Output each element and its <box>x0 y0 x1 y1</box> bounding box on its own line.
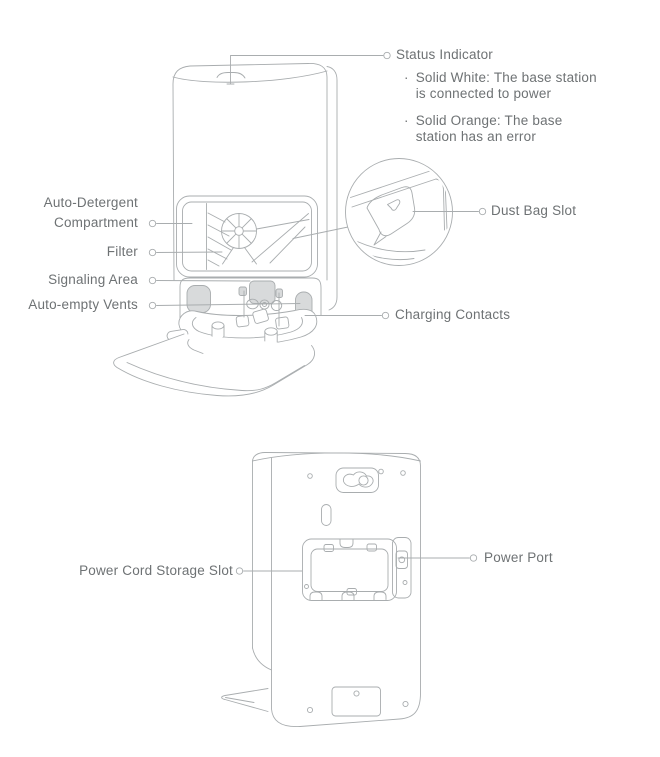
callout-dot <box>149 249 155 255</box>
back-callout-lines <box>236 555 476 574</box>
bullet-dot-icon: · <box>404 113 409 128</box>
ramp <box>114 309 317 396</box>
label-signaling-area: Signaling Area <box>48 272 138 287</box>
label-auto-detergent-compartment: Auto-Detergent Compartment <box>43 195 138 230</box>
magnifier-circle <box>346 159 453 266</box>
label-status-indicator: Status Indicator <box>396 47 494 62</box>
filter-fan <box>222 214 257 249</box>
power-port-compartment <box>393 538 412 599</box>
dust-bin-window <box>177 196 318 277</box>
power-cord-storage-slot <box>303 538 412 601</box>
note-solid-white: · Solid White: The base station is connected to power <box>404 70 597 101</box>
rear-slot <box>322 505 332 526</box>
dust-bag-slot-magnifier <box>293 159 453 267</box>
label-power-cord-storage-slot: Power Cord Storage Slot <box>79 563 233 578</box>
label-charging-contacts: Charging Contacts <box>395 307 511 322</box>
label-auto-empty-vents: Auto-empty Vents <box>28 297 138 312</box>
callout-dot <box>479 208 485 214</box>
callout-dot <box>149 220 155 226</box>
power-port <box>396 551 408 569</box>
bullet-dot-icon: · <box>404 70 409 85</box>
callout-dot <box>236 568 242 574</box>
callout-dot <box>384 52 390 58</box>
ramp-tip <box>222 689 268 712</box>
callout-dot <box>382 312 388 318</box>
note-solid-orange: · Solid Orange: The base station has an error <box>404 113 563 144</box>
base-station-back-illustration <box>222 453 477 727</box>
label-dust-bag-slot: Dust Bag Slot <box>491 203 577 218</box>
status-indicator-notes <box>404 70 644 156</box>
carry-handle <box>336 468 379 493</box>
auto-empty-vent-left <box>187 286 211 313</box>
label-filter: Filter <box>106 244 138 259</box>
callout-dot <box>470 555 476 561</box>
callout-dot <box>149 302 155 308</box>
callout-dot <box>149 277 155 283</box>
label-power-port: Power Port <box>484 550 553 565</box>
